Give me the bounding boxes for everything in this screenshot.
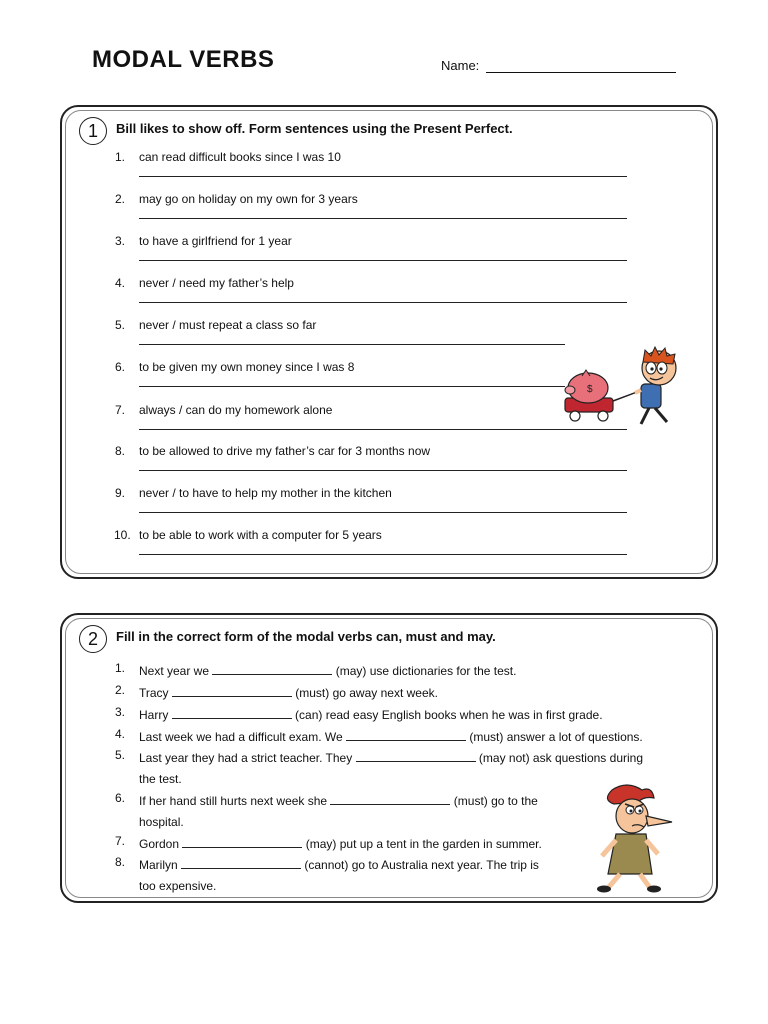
item-number: 1. xyxy=(115,661,126,675)
answer-blank[interactable] xyxy=(356,749,476,762)
item-text-after: (can) read easy English books when he was in first grade. xyxy=(295,708,603,722)
item-text-after: (must) go away next week. xyxy=(295,686,438,700)
item-text-before: Marilyn xyxy=(139,858,178,872)
item-text-before: Tracy xyxy=(139,686,169,700)
answer-line[interactable] xyxy=(139,554,627,555)
item-text-before: Last year they had a strict teacher. They xyxy=(139,751,353,765)
answer-blank[interactable] xyxy=(212,662,332,675)
answer-blank[interactable] xyxy=(172,706,292,719)
item-number: 7. xyxy=(115,834,126,848)
item-number: 4. xyxy=(115,727,126,741)
item-text-before: Next year we xyxy=(139,664,210,678)
boy-wagon-illustration xyxy=(555,346,695,428)
item-number: 3. xyxy=(115,705,126,719)
item-prompt: never / must repeat a class so far xyxy=(139,318,317,332)
exercise-2-number: 2 xyxy=(79,625,107,653)
answer-line[interactable] xyxy=(139,218,627,219)
item-number: 5. xyxy=(115,318,126,332)
item-text-after: (may not) ask questions during xyxy=(478,751,644,765)
item-number: 8. xyxy=(115,444,126,458)
exercise-1-number: 1 xyxy=(79,117,107,145)
item-text-before: Last week we had a difficult exam. We xyxy=(139,730,343,744)
item-number: 1. xyxy=(115,150,126,164)
item-text-after: (may) use dictionaries for the test. xyxy=(335,664,517,678)
svg-text:$: $ xyxy=(587,384,593,395)
item-number: 6. xyxy=(115,791,126,805)
item-prompt: never / to have to help my mother in the kitchen xyxy=(139,486,392,500)
answer-line[interactable] xyxy=(139,302,627,303)
exercise-1-box xyxy=(60,105,718,579)
name-label: Name: xyxy=(441,58,480,73)
woman-illustration xyxy=(572,782,690,894)
answer-line[interactable] xyxy=(139,429,627,430)
item-text-before: If her hand still hurts next week she xyxy=(139,794,328,808)
item-prompt: to be given my own money since I was 8 xyxy=(139,360,355,374)
item-number: 4. xyxy=(115,276,126,290)
item-number: 2. xyxy=(115,683,126,697)
item-text-before: Gordon xyxy=(139,837,180,851)
answer-line[interactable] xyxy=(139,386,565,387)
answer-blank[interactable] xyxy=(181,856,301,869)
exercise-2-instruction: Fill in the correct form of the modal verbs can, must and may. xyxy=(116,629,496,644)
item-prompt: to be allowed to drive my father’s car for 3 months now xyxy=(139,444,431,458)
item-text-after: (may) put up a tent in the garden in summer. xyxy=(305,837,542,851)
answer-blank[interactable] xyxy=(182,835,302,848)
answer-blank[interactable] xyxy=(346,728,466,741)
item-number: 6. xyxy=(115,360,126,374)
item-text-continued: too expensive. xyxy=(139,879,217,893)
name-field-line[interactable] xyxy=(486,72,676,73)
item-text-before: Harry xyxy=(139,708,169,722)
answer-line[interactable] xyxy=(139,470,627,471)
answer-blank[interactable] xyxy=(172,684,292,697)
item-text-after: (cannot) go to Australia next year. The trip is xyxy=(304,858,539,872)
item-prompt: may go on holiday on my own for 3 years xyxy=(139,192,358,206)
answer-line[interactable] xyxy=(139,260,627,261)
item-prompt: can read difficult books since I was 10 xyxy=(139,150,341,164)
answer-line[interactable] xyxy=(139,344,565,345)
item-prompt: to be able to work with a computer for 5 years xyxy=(139,528,382,542)
item-number: 7. xyxy=(115,403,126,417)
worksheet-title: MODAL VERBS xyxy=(92,46,275,73)
item-number: 9. xyxy=(115,486,126,500)
item-text-continued: the test. xyxy=(139,772,182,786)
answer-line[interactable] xyxy=(139,512,627,513)
exercise-1-instruction: Bill likes to show off. Form sentences using the Present Perfect. xyxy=(116,121,513,136)
item-number: 5. xyxy=(115,748,126,762)
item-prompt: to have a girlfriend for 1 year xyxy=(139,234,292,248)
item-text-after: (must) answer a lot of questions. xyxy=(469,730,643,744)
answer-blank[interactable] xyxy=(330,792,450,805)
item-prompt: always / can do my homework alone xyxy=(139,403,333,417)
answer-line[interactable] xyxy=(139,176,627,177)
item-number: 3. xyxy=(115,234,126,248)
item-text-continued: hospital. xyxy=(139,815,184,829)
item-number: 10. xyxy=(114,528,131,542)
item-number: 8. xyxy=(115,855,126,869)
item-text-after: (must) go to the xyxy=(453,794,538,808)
item-number: 2. xyxy=(115,192,126,206)
item-prompt: never / need my father’s help xyxy=(139,276,294,290)
